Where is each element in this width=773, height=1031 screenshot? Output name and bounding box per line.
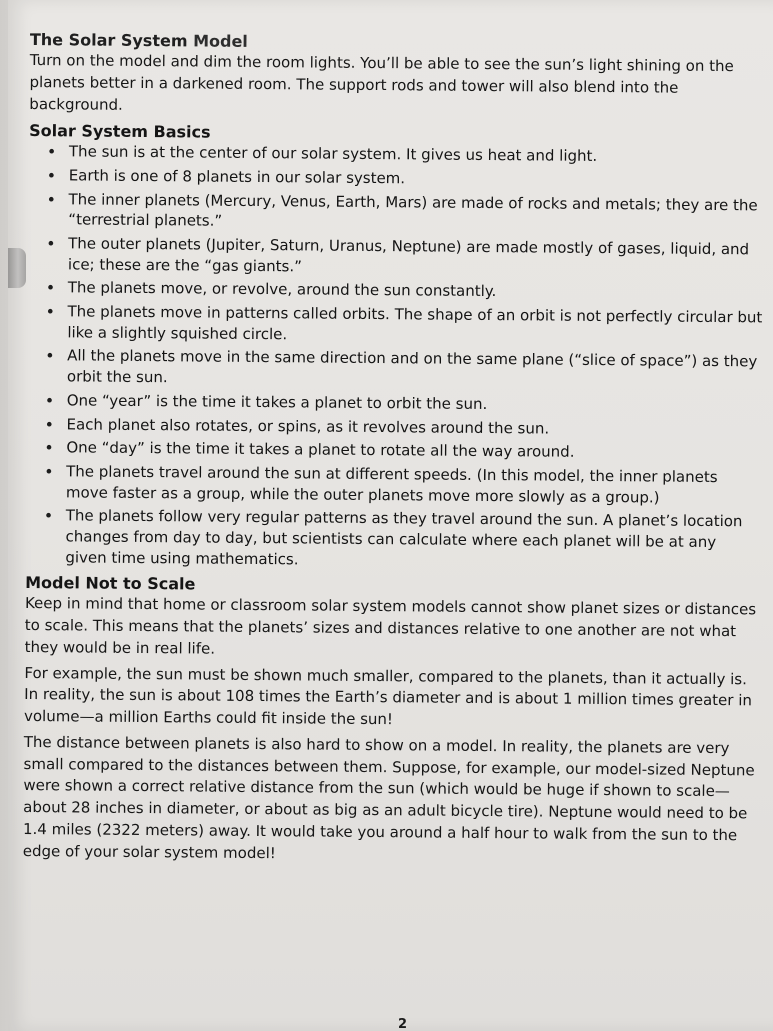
document-page bbox=[8, 0, 773, 1031]
list-item: • The planets move, or revolve, around the sun constantly. bbox=[68, 278, 763, 305]
title-part-1: The Solar System bbox=[29, 30, 188, 51]
basics-list bbox=[25, 141, 764, 573]
section-title-basics: Solar System Basics bbox=[29, 121, 211, 142]
list-item: • Earth is one of 8 planets in our solar system. bbox=[69, 165, 764, 192]
section-basics bbox=[25, 121, 764, 573]
section-paragraph: The distance between planets is also hard to show on a model. In reality, the planets are very small compared to the distances between them. Suppose, for example, our model-sized Neptune were shown a correct relative distance from the sun (which would be huge if shown to scale—about 28 inches in diameter, or about as big as an adult bicycle tire). Neptune would need to be 1.4 miles (2322 meters) away. It would take you around a half hour to walk from the sun to the edge of your solar system model! bbox=[22, 732, 755, 862]
list-item: • All the planets move in the same direction and on the same plane (“slice of space”) as they orbit the sun. bbox=[67, 346, 762, 393]
list-item: • The inner planets (Mercury, Venus, Earth, Mars) are made of rocks and metals; they are the “terrestrial planets.” bbox=[68, 189, 763, 236]
section-not-to-scale bbox=[23, 573, 760, 868]
section-paragraph: Keep in mind that home or classroom solar system models cannot show planet sizes or distances to scale. This means that the planets’ sizes and distances relative to one another are not what they would be in real life. bbox=[24, 594, 757, 658]
section-paragraph: Turn on the model and dim the room lights. You’ll be able to see the sun’s light shining on the planets better in a darkened room. The support rods and tower will also blend into the background. bbox=[29, 50, 734, 114]
list-item: • The planets move in patterns called orbits. The shape of an orbit is not perfectly circular but like a slightly squished circle. bbox=[67, 301, 762, 348]
section-title-not-to-scale: Model Not to Scale bbox=[25, 573, 196, 594]
binding-ring bbox=[8, 248, 26, 288]
list-item: • The planets travel around the sun at different speeds. (In this model, the inner planets move faster as a group, while the outer planets move more slowly as a group.) bbox=[66, 461, 761, 508]
list-item: • The outer planets (Jupiter, Saturn, Uranus, Neptune) are made mostly of gases, liquid, and ice; these are the “gas giants.” bbox=[68, 233, 763, 280]
page-number: 2 bbox=[398, 1017, 408, 1031]
title-part-2: Model bbox=[193, 31, 248, 51]
list-item: • One “day” is the time it takes a planet to rotate all the way around. bbox=[66, 438, 761, 465]
list-item: • The sun is at the center of our solar system. It gives us heat and light. bbox=[69, 142, 764, 169]
list-item: • Each planet also rotates, or spins, as it revolves around the sun. bbox=[66, 414, 761, 441]
list-item: • One “year” is the time it takes a planet to orbit the sun. bbox=[67, 390, 762, 417]
page-content bbox=[23, 30, 765, 875]
list-item: • The planets follow very regular patterns as they travel around the sun. A planet’s location changes from day to day, but scientists can calculate where each planet will be at any given time using mathematics. bbox=[65, 506, 761, 574]
section-paragraph: For example, the sun must be shown much smaller, compared to the planets, than it actually is. In reality, the sun is about 108 times the Earth’s diameter and is about 1 million times greater in volume—a million Earths could fit inside the sun! bbox=[23, 663, 753, 729]
section-solar-system-model bbox=[29, 30, 765, 122]
